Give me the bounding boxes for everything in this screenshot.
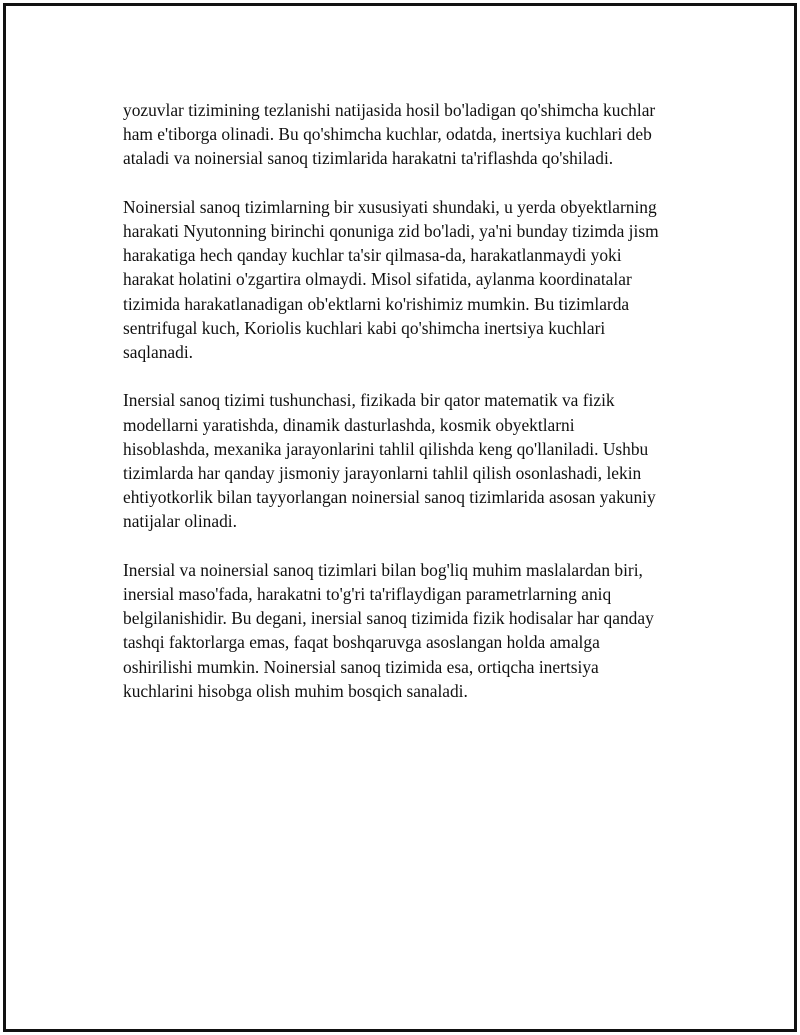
paragraph-1: yozuvlar tizimining tezlanishi natijasida hosil bo'ladigan qo'shimcha kuchlar ham e'tiborga olinadi. Bu qo'shimcha kuchlar, odatda, inertsiya kuchlari deb ataladi va noinersial sanoq tizimlarida harakatni ta'riflashda qo'shiladi. (123, 100, 656, 169)
paragraph-3: Inersial sanoq tizimi tushunchasi, fizikada bir qator matematik va fizik modellarni yaratishda, dinamik dasturlashda, kosmik obyektlarni hisoblashda, mexanika jarayonlarini tahlil qilishda keng qo'llaniladi. Ushbu tizimlarda har qanday jismoniy jarayonlarni tahlil qilish osonlashadi, lekin ehtiyotkorlik bilan tayyorlangan noinersial sanoq tizimlarida asosan yakuniy natijalar olinadi. (123, 390, 656, 532)
document-body (123, 98, 693, 727)
page-frame (3, 3, 797, 1032)
paragraph-2: Noinersial sanoq tizimlarning bir xususiyati shundaki, u yerda obyektlarning harakati Nyutonning birinchi qonuniga zid bo'ladi, ya'ni bunday tizimda jism harakatiga hech qanday kuchlar ta'sir qilmasa-da, harakatlanmaydi yoki harakat holatini o'zgartira olmaydi. Misol sifatida, aylanma koordinatalar tizimida harakatlanadigan ob'ektlarni ko'rishimiz mumkin. Bu tizimlarda sentrifugal kuch, Koriolis kuchlari kabi qo'shimcha inertsiya kuchlari saqlanadi. (123, 196, 659, 363)
paragraph-4: Inersial va noinersial sanoq tizimlari bilan bog'liq muhim maslalardan biri, inersial maso'fada, harakatni to'g'ri ta'riflaydigan parametrlarning aniq belgilanishidir. Bu degani, inersial sanoq tizimida fizik hodisalar har qanday tashqi faktorlarga emas, faqat boshqaruvga asoslangan holda amalga oshirilishi mumkin. Noinersial sanoq tizimida esa, ortiqcha inertsiya kuchlarini hisobga olish muhim bosqich sanaladi. (123, 559, 654, 701)
